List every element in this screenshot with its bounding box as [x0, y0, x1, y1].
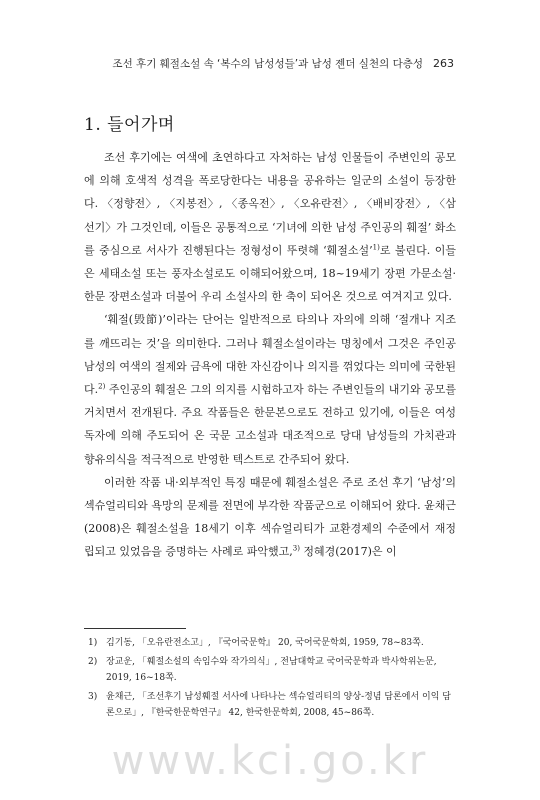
footnote-number: 2): [88, 657, 98, 668]
paragraph-text: 주인공의 훼절은 그의 의지를 시험하고자 하는 주변인들의 내기와 공모를 거치면서 전개된다. 주요 작품들은 한문본으로도 전하고 있기에, 이들은 여성 독자에 의해 주도되어 온 국문 고소설과 대조적으로 당대 남성들의 가치관과 향유의식을 적극적으로 반영한 텍스트로 간주되어 왔다.: [84, 383, 456, 466]
footnote-3: [84, 690, 456, 721]
footnote-divider: [84, 628, 186, 629]
footnotes: [84, 636, 456, 725]
footnote-text: 장교운, 「훼절소설의 속임수와 작가의식」, 전남대학교 국어국문학과 박사학위논문, 2019, 16~18쪽.: [106, 657, 437, 683]
page-number: 263: [433, 57, 454, 70]
paragraph-1: [84, 146, 456, 308]
footnote-text: 김기동, 「오유란전소고」, 『국어국문학』 20, 국어국문학회, 1959, 78~83쪽.: [106, 638, 424, 648]
footnote-ref-3[interactable]: 3): [292, 544, 300, 553]
footnote-1: [84, 636, 456, 651]
paragraph-text: 이러한 작품 내·외부적인 특징 때문에 훼절소설은 주로 조선 후기 ‘남성’의 섹슈얼리티와 욕망의 문제를 전면에 부각한 작품군으로 이해되어 왔다. 윤채근(2008)은 훼절소설을 18세기 이후 섹슈얼리티가 교환경제의 수준에서 재정립되고 있었음을 증명하는 사례로 파악했고,: [84, 475, 456, 559]
running-title: 조선 후기 훼절소설 속 ‘복수의 남성성들’과 남성 젠더 실천의 다층성: [112, 58, 423, 70]
paragraph-3: [84, 471, 456, 564]
footnote-2: [84, 655, 456, 686]
body-text: [84, 146, 456, 564]
paragraph-2: [84, 308, 456, 470]
footnote-ref-1[interactable]: 1): [372, 243, 380, 252]
footnote-ref-2[interactable]: 2): [98, 382, 106, 391]
paragraph-text: 로 불린다. 이들은 세태소설 또는 풍자소설로도 이해되어왔으며, 18~19세기 장편 가문소설·한문 장편소설과 더불어 우리 소설사의 한 축이 되어온 것으로 여겨지고 있다.: [84, 243, 456, 304]
footnote-text: 윤채근, 「조선후기 남성훼절 서사에 나타나는 섹슈얼리티의 양상-정념 담론에서 이익 담론으로」, 『한국한문학연구』 42, 한국한문학회, 2008, 45~86쪽.: [106, 692, 451, 718]
section-title: 1. 들어가며: [84, 115, 175, 136]
paragraph-text: 조선 후기에는 여색에 초연하다고 자처하는 남성 인물들이 주변인의 공모에 의해 호색적 성격을 폭로당한다는 내용을 공유하는 일군의 소설이 등장한다. 〈정향전〉, 〈지봉전〉, 〈종옥전〉, 〈오유란전〉, 〈배비장전〉, 〈삼선기〉가 그것인데, 이들은 공통적으로 ‘기녀에 의한 남성 주인공의 훼절’ 화소를 중심으로 서사가 진행된다는 정형성이 뚜렷해 ‘훼절소설’: [84, 151, 456, 257]
paragraph-text: ‘훼절(毁節)’이라는 단어는 일반적으로 타의나 자의에 의해 ‘절개나 지조를 깨뜨리는 것’을 의미한다. 그러나 훼절소설이라는 명칭에서 그것은 주인공 남성의 여색의 절제와 금욕에 대한 자신감이나 의지를 꺾었다는 의미에 국한된다.: [84, 313, 456, 397]
paragraph-text: 정혜경(2017)은 이: [299, 545, 397, 559]
footnote-number: 1): [88, 638, 98, 648]
watermark: www.kci.go.kr: [111, 738, 429, 784]
footnote-number: 3): [88, 692, 98, 703]
running-header: [60, 56, 454, 71]
